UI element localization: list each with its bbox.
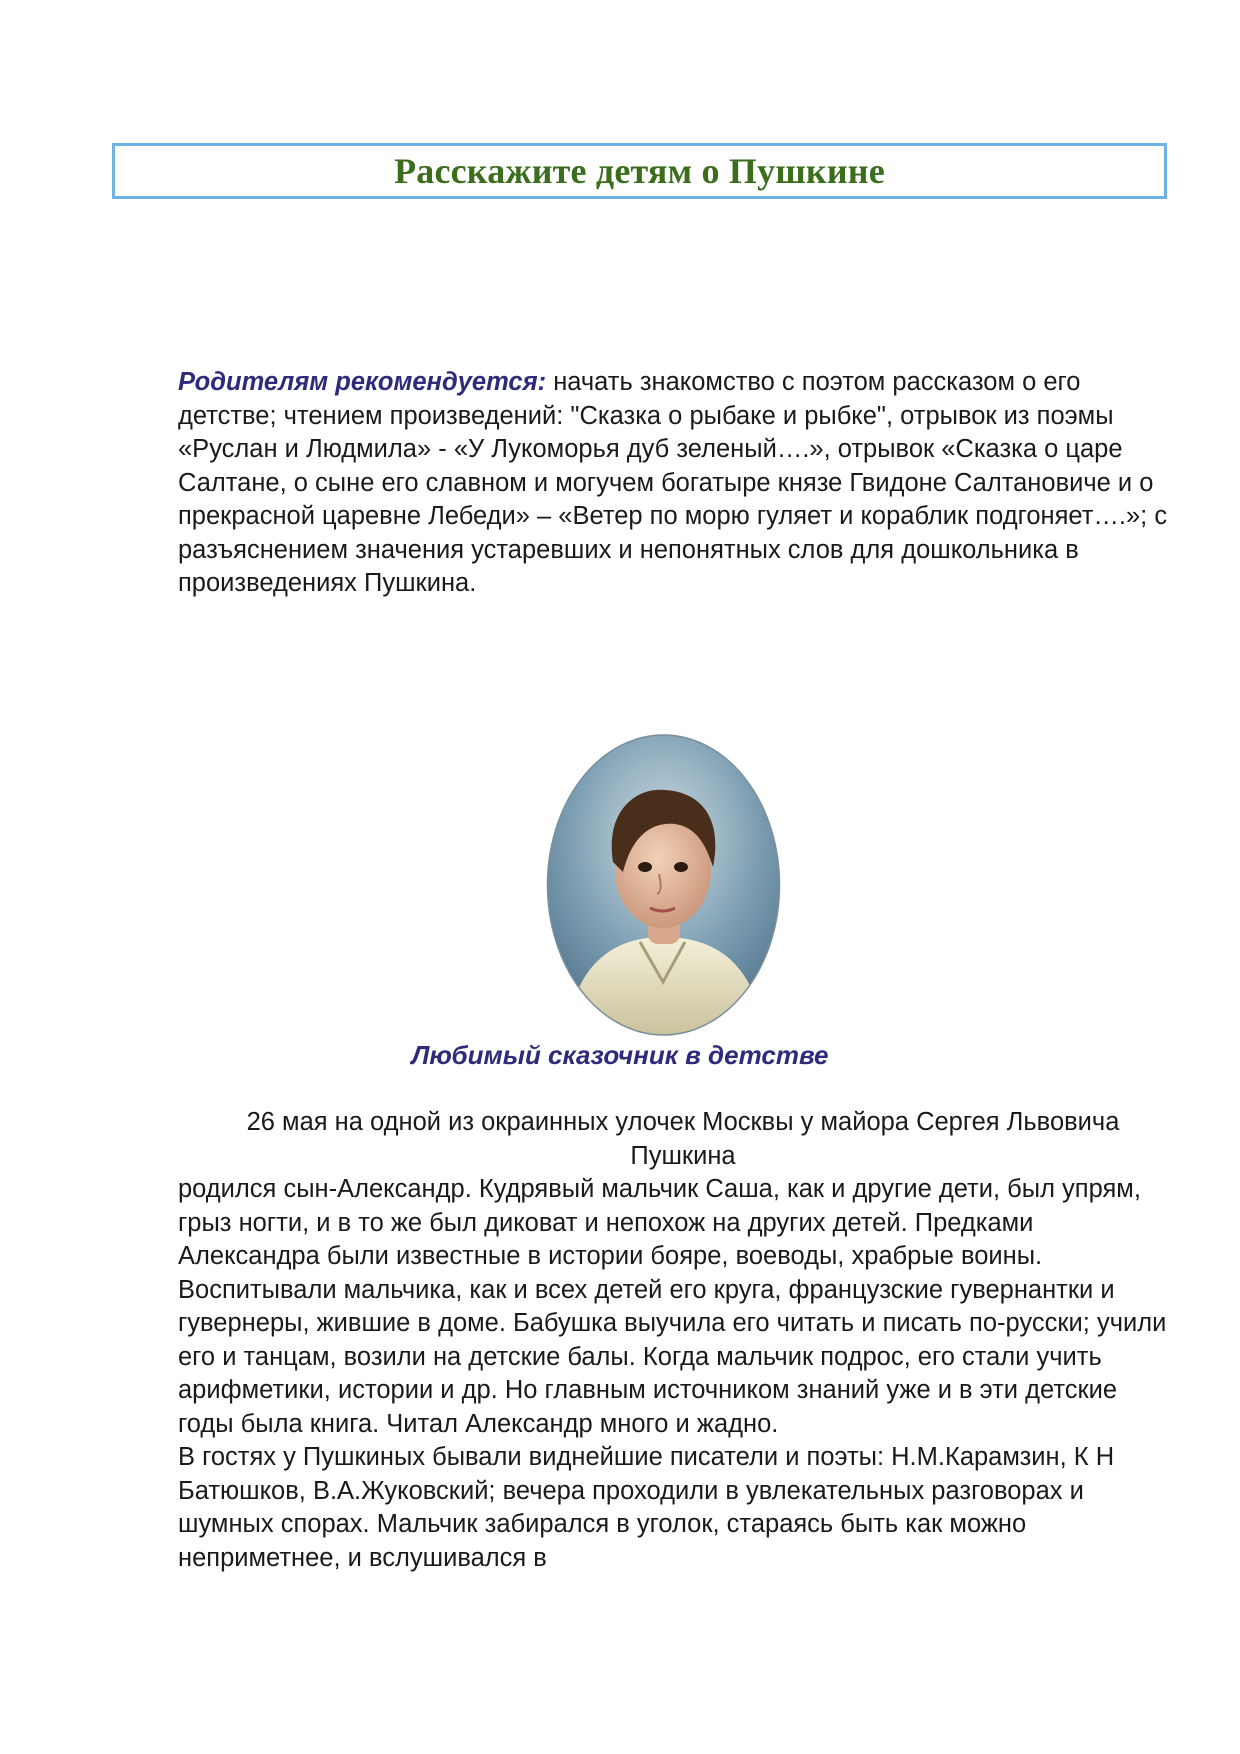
intro-paragraph xyxy=(178,366,1168,601)
intro-lead: Родителям рекомендуется: xyxy=(178,368,547,396)
story-paragraph-2: В гостях у Пушкиных бывали виднейшие писатели и поэты: Н.М.Карамзин, К Н Батюшков, В.А.Жуковский; вечера проходили в увлекательных разговорах и шумных спорах. Мальчик забирался в уголок, стараясь быть как можно неприметнее, и вслушивался в xyxy=(178,1443,1115,1572)
title-box xyxy=(112,143,1167,199)
story-centered-line: 26 мая на одной из окраинных улочек Москвы у майора Сергея Львовича Пушкина xyxy=(246,1108,1120,1170)
story-paragraph-1: родился сын-Александр. Кудрявый мальчик Саша, как и другие дети, был упрям, грыз ногти, и в то же был диковат и непохож на других детей. Предками Александра были известные в истории бояре, воеводы, храбрые воины. Воспитывали мальчика, как и всех детей его круга, французские гувернантки и гувернеры, жившие в доме. Бабушка выучила его читать и писать по-русски; учили его и танцам, возили на детские балы. Когда мальчик подрос, его стали учить арифметики, истории и др. Но главным источником знаний уже и в эти детские годы была книга. Читал Александр много и жадно. xyxy=(178,1175,1167,1438)
section-subtitle: Любимый сказочник в детстве xyxy=(411,1040,829,1070)
portrait-image xyxy=(545,732,782,1038)
page-title: Расскажите детям о Пушкине xyxy=(394,151,885,191)
intro-text: начать знакомство с поэтом рассказом о его детстве; чтением произведений: "Сказка о рыбаке и рыбке", отрывок из поэмы «Руслан и Людмила» - «У Лукоморья дуб зеленый….», отрывок «Сказка о царе Салтане, о сыне его славном и могучем богатыре князе Гвидоне Салтановиче и о прекрасной царевне Лебеди» – «Ветер по морю гуляет и кораблик подгоняет….»; с разъяснением значения устаревших и непонятных слов для дошкольника в произведениях Пушкина. xyxy=(178,368,1168,597)
story-text xyxy=(178,1106,1168,1575)
